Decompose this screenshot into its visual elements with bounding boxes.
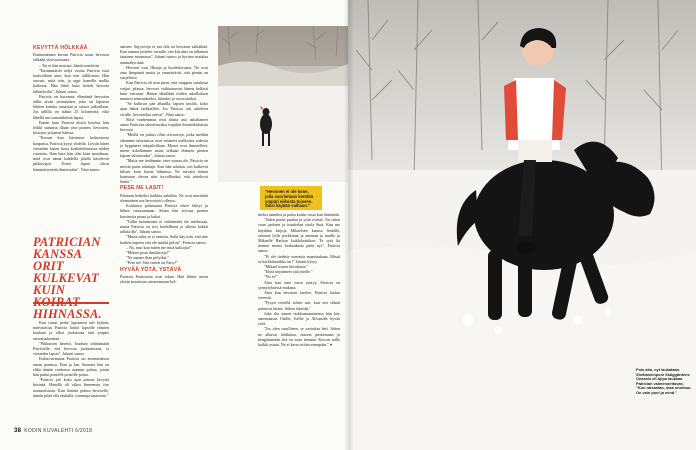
photo-caption-box: "Hevonen ei ole kone, jolla suoritetaan kenttää ympäri viikosta toiseen. Siksi käyään valitaan." [260, 186, 322, 210]
paragraph: Palataan hetkeksi kaikkia aaloihin. Ne ovat mmittäin olennainen osa hevostyttö ollessa. [120, 192, 208, 203]
page-number: 38 [14, 428, 22, 434]
paragraph: "Patricia piti koko ajan pienoa kevyttä hörinää. Hänellä oli oikea lämeemäy itse taomnoistaan. Kun hänitin puhuu hevoselle, tämän pitää olla rauhalla, tummuja tasaisena." [33, 377, 109, 398]
paragraph: "Ensimmäiset neljä vuotta Patricia istui hartioillaan aina, kun tein talliltomia. Hän seurasi, mitä tein, ja oppi kamelle mallia kaikesta. Hän lähtö kuin hoiteli hevosia tähtäyksiltä", Juhani sanoo. [33, 67, 109, 94]
paragraph: sanoen. Säyyresija ei saa olla tai hevonen säikähtää. Kun tamma juttelee varsalle, sen kin ääni on tällainen tasainen muunassa", Juhani sanoo ja hyrisee matalaa tammahyrinää. [120, 44, 208, 65]
text-column-3 [258, 212, 340, 347]
paragraph: – Tai ei hän noussut, häntä nostettiin. [39, 62, 100, 68]
paragraph: "Pese ne! Sitä varten on Fairy!" [126, 260, 178, 266]
paragraph: Ennen kuin Patricia aloitti koulun, hän leikki samassa illaan vain ponien, hevosten, kissojen ja kanen kanssa. [33, 119, 109, 136]
paragraph: Paraista Patriciasta ovat rekan. Hän lähtee aseen ykstin maastoon ratsastamaan kol- [120, 273, 208, 284]
paragraph: "Etteä näytämeet sitä mielle." [264, 269, 313, 275]
paragraph: "Ei ole tiedetty mnoesta maastaakaan. Missä se karkkilaatikko on?" Juhani kysyy. [258, 253, 340, 264]
section-heading-1: KEVYTTÄ HÖLKKÄÄ [33, 45, 88, 51]
large-photo-caption: Pois alta, nyt laukataan. Shetlanninponi Skäggärdens Onassis eli Ajipa laukkaa Patrician valmennettavan. "Kun ratsastan, maa unohtuu. On vain poni ja minä." [636, 367, 692, 395]
page-gutter [344, 0, 354, 450]
paragraph: "Jos olen surullinen, se vastuttaa heti. Sitten ne alkavat lohduttaa, nuuvat puskemaan ja hengittämään sitä en vaan tiennän. Kerron niille kaikki asiani. Ne ei kerro niitän eteenpäin." ♦ [258, 326, 340, 348]
paragraph: "No ei!" [264, 274, 278, 280]
paragraph: Aina kun hevonen kuolee, Patricia lauluu vierestä. [258, 290, 340, 301]
paragraph: Kun tutusi perhe lapsineen tuli kylään, naiivuoitias Patricia laittoi lapselle ritmien kaulaan ja alkoi juoksuttaa tätä ympäri ratsastuskenttää. [33, 320, 109, 341]
paragraph: Joka ilta ennen nukkumaanmenoa hän käy sanomaassa Ottille, Ivillie ja Alfonsille hyvää yötä. [258, 310, 340, 327]
paragraph: "Mutta me tiedämme, ettei vaaraa ole. Patricia on meistä paras taluttaja. Kun hän taluttaa, orit kulkevat kiltisti kuin koirat hihnassa. Ne turvaisi hänen kanssaan olevaa niin turvalliseksi, että tottelevat häntä." [120, 158, 208, 185]
paragraph: Kaksivuotiaana Patricia sai ensimmäisen oman poninsa, Pian ja Ian. Suomea hän on ehkä tämän vanhassa osannut puhua, jotain hän puhui poneille poneille ponia. [33, 356, 109, 378]
text-column-1-lower [33, 320, 109, 398]
paragraph: "Pysyn vierellä siihen asti, kun sen silmät painuvat kiinni. Siihen itkettää." [258, 300, 340, 311]
page-footer [14, 428, 92, 434]
paragraph: "Ne menee ihan pölyiksi." [126, 255, 170, 261]
paragraph: – No, mut kun miten me mitä kaksojia!" [126, 244, 193, 250]
text-column-2 [120, 44, 208, 284]
magazine-title: KODIN KUVALEHTI 6/2018 [24, 428, 93, 434]
paragraph: "Tallin hoitaminen ei väittämättä ole mielussaa, mutta Patricia on tosi huolellinen ja oikeaa kakkii talfatoilla", Juhani sanoo. [120, 218, 208, 235]
section-heading-2: PESE NE LASIT! [120, 185, 164, 192]
text-column-1 [33, 44, 109, 172]
paragraph: "Mutta sulta se ei onnistu. Sulla käy niin, että mie kaiken tarpeen että ole minkä pöliin", Patricia sanoo. [120, 234, 208, 245]
paragraph: Koulunsa palattuaan Patricia tekee läksyt ja lähtee ratsastamaan. Sitten hän siivoaa ponien karsinoita pinaa ja kakat. [120, 203, 208, 219]
snowy-field-photo [218, 26, 348, 182]
paragraph: Patricia on kasvanut elämänsä hevosten tallin aivan ymmärtäen, joka on lapsesta lähtien kuinka ratsastaa ja seisoa jalkoillaan. Jos tallilla on isäkin 25 kilometriä, eikä lähellä asu samanikäistä lapsia. [33, 93, 109, 120]
paragraph: "Meillä on joskus ollut ortvaavoja, jotka meidän aikamme taluttaessa ovat vetäneet melkoista rodeota ja hyppineet takajaloillaan. Monet ovat ihmetelleet, miten uskallamme antaa selkaan elämien pienen lapsen taluttavaksi", Juhani sanoo. [120, 132, 208, 159]
paragraph: Siksi vanhemmat ovat alusta asti uskaltaneet antaa Patrician talutettavaksi isojakin ihmisiläiskuisia hevosia. [120, 116, 208, 133]
paragraph: Hevoset ovat Ilkoaja ja huolehtivaista. Ne ovat aina lämpimiä muita ja ymmärtävät, että pienin on suojeltava. [120, 64, 208, 81]
paragraph: "Se kulkivat pää alhaalla, lapsen tasolla, koko ajan häntä tarkkaillen. Jos Patricia otti askeleen sivulle, hevosetkin ottivat", Nina sanoo. [120, 101, 208, 117]
pull-quote: PATRICIAN KANSSA ORIT KULKEVAT KUIN HIHNASSA. [33, 235, 102, 321]
paragraph: "Mikael toisen hävaltasta." [264, 264, 309, 270]
paragraph: "Siden ponin puuhat ja syön evästä. Tai sitten vaan juoksen ja istuskelan sirola Sinä. Kun me käydään kirjoja Mikaelsen kanssa lenkillä, otimme lyöle porkkanat ja omenan ja muille ja Mikaelle Harbon kaikkilaattikon. Te syöt kä tiennet monta kaikaukaita paitä nyt", Patricia sanoo. [258, 217, 340, 254]
section-heading-3: HYVÄÄ YÖTÄ, YSTÄVÄ [120, 266, 182, 273]
paragraph: Ensimmäinen kerran Patricia nousi hevosen selkään yksivuotiaana. [33, 52, 109, 63]
small-photo [218, 26, 348, 182]
paragraph: "Miksei pistä ilmiläaseja?" [126, 249, 171, 255]
pull-quote-rule [33, 302, 109, 304]
paragraph: Kun Patricia oli niin pieni, että vauppuu satulassa vaijari jalassa, hevoset vaihtaaturvat hänen hellästi kuin vauvaan. Hänen lähellään niiden askelluksen muuttui tomeaakseksi, hitaaksi ja varovaiseksi. [120, 80, 208, 102]
paragraph: Aina kun omé varsa syntyy, Patricia on synnytyksessä mukana. [258, 279, 340, 290]
paragraph: "Pikkuisen hävetti. Jouduin selittämään Patricialle, että hevosia juoksutetaan, ei vieraiden lapsia", Juhani sanoo. [33, 340, 109, 357]
paragraph: "Kerran kun kävimme keskustassa kaupassa, Patricia kysyi yhdeltä. Löysin hänet vieraiden lasten luota koskettelemassa niiden vaatteita. Ihan kuin hän olisi kuin maailman, mitä ovat nämä kahdella jalalla kävelevät pikkuyypit. Toiset lapset olivat hämmästyneitä ihmeissään", Nina sanoo. [33, 135, 109, 172]
paragraph: meksi tunniksi ja palaa kotiin vasta kun hämärtää. [258, 212, 340, 217]
